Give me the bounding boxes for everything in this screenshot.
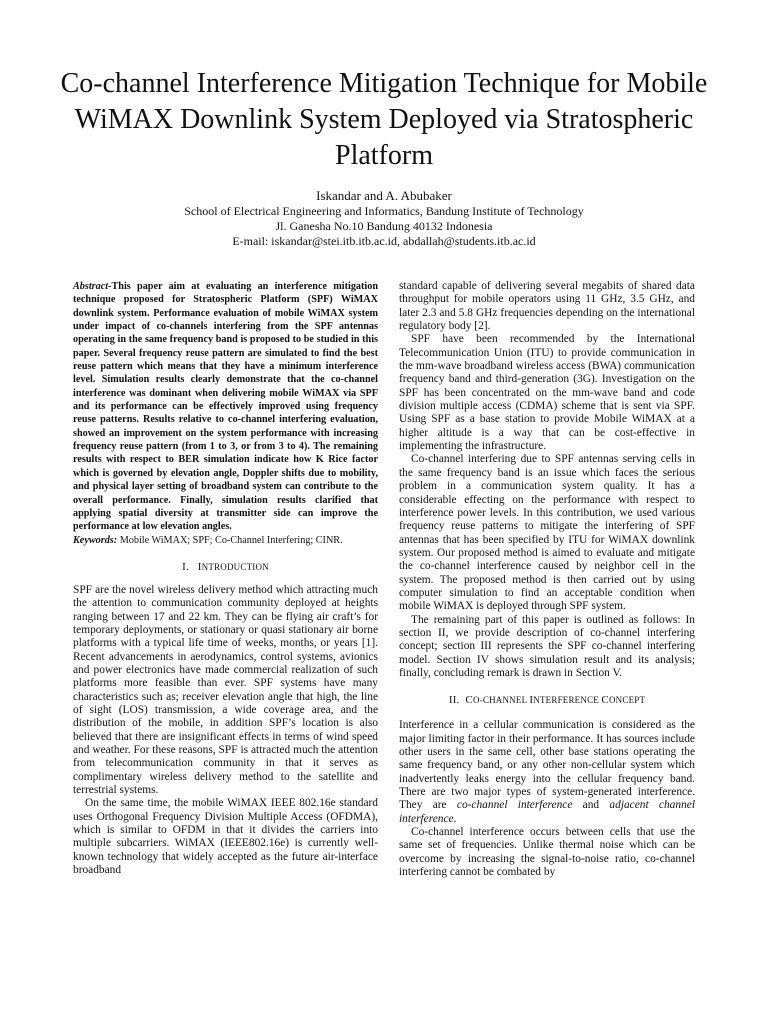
section-title-part: -CHANNEL: [479, 695, 530, 706]
body-paragraph: The remaining part of this paper is outlined as follows: In section II, we provide description of co-channel interfering concept; section III represents the SPF co-channel interfering model. Section IV shows simulation result and its analysis; finally, concluding remark is drawn in Section V.: [399, 613, 695, 679]
emphasis-term: co-channel interference: [456, 799, 573, 812]
abstract-label: Abstract-: [73, 281, 112, 292]
right-column: [399, 280, 695, 879]
paper-title: Co-channel Interference Mitigation Technique for Mobile WiMAX Downlink System Deployed via Stratospheric Platform: [60, 68, 708, 171]
section-title-rest: NTRODUCTION: [201, 561, 269, 572]
section-heading-cochannel: [399, 694, 695, 707]
section-number: I.: [182, 560, 189, 573]
section-title-part: I: [529, 694, 534, 707]
intro-paragraph: SPF are the novel wireless delivery method which attracting much the attention to communication community deployed at heights ranging between 17 and 22 km. They can be flying air craft’s for temporary deployments, or stationary or quasi stationary air borne platforms with a typical life time of weeks, months, or years [1]. Recent advancements in aerodynamics, control systems, avionics and power electronics have made commercial realization of such platforms more feasible than ever. SPF systems have many characteristics such as; receiver elevation angle that high, the line of sight (LOS) transmission, a wide coverage area, and the distribution of the mobile, in addition SPF’s location is also believed that there are insignificant effects in terms of wind speed and weather. For these reasons, SPF is attracted much the attention from telecommunication community in that it serves as complimentary wireless delivery method to the satellite and terrestrial systems.: [73, 583, 378, 797]
section-title-part: O: [472, 695, 480, 706]
section-title-initial: I: [197, 560, 202, 573]
keywords-text: Mobile WiMAX; SPF; Co-Channel Interfering; CINR.: [117, 534, 343, 546]
left-column: [73, 280, 378, 877]
section-number: II.: [448, 694, 460, 707]
affiliation: [0, 204, 768, 249]
section-title-part: C: [601, 694, 609, 707]
email-line: E-mail: iskandar@stei.itb.itb.ac.id, abdallah@students.itb.ac.id: [232, 234, 536, 248]
keywords: [73, 534, 378, 547]
affiliation-line: School of Electrical Engineering and Informatics, Bandung Institute of Technology: [184, 204, 584, 218]
intro-paragraph: On the same time, the mobile WiMAX IEEE 802.16e standard uses Orthogonal Frequency Division Multiple Access (OFDMA), which is similar to OFDM in that it divides the carriers into multiple subcarriers. WiMAX (IEEE802.16e) is currently well-known technology that widely accepted as the future air-interface broadband: [73, 797, 378, 877]
emphasis-term: adjacent channel interference: [399, 799, 695, 825]
section-title-part: NTERFERENCE: [533, 695, 602, 706]
address-line: Jl. Ganesha No.10 Bandung 40132 Indonesia: [275, 219, 493, 233]
section-heading-introduction: [73, 561, 378, 574]
body-paragraph: [399, 719, 695, 826]
body-paragraph: Co-channel interfering due to SPF antennas serving cells in the same frequency band is an issue which faces the serious problem in a communication system quality. It has a considerable effecting on the performance with respect to interference power levels. In this contribution, we used various frequency reuse patterns to mitigate the interfering of SPF antennas that has been specified by ITU for WiMAX downlink system. Our proposed method is aimed to evaluate and mitigate the co-channel interference caused by neighbor cell in the system. The proposed method is then carried out by using computer simulation to find an acceptable condition when mobile WiMAX is deployed through SPF system.: [399, 453, 695, 613]
authors: Iskandar and A. Abubaker: [316, 188, 452, 203]
abstract-text: This paper aim at evaluating an interference mitigation technique proposed for Stratospheric Platform (SPF) WiMAX downlink system. Performance evaluation of mobile WiMAX system under impact of co-channels interfering from the SPF antennas operating in the same frequency band is proposed to be studied in this paper. Several frequency reuse pattern are simulated to find the best reuse pattern which means that they have a minimum interference level. Simulation results clearly demonstrate that the co-channel interference was dominant when delivering mobile WiMAX via SPF and its performance can be effectively improved using frequency reuse patterns. Results relative to co-channel interfering evaluation, showed an improvement on the system performance with increasing frequency reuse pattern (from 1 to 3, or from 3 to 4). The remaining results with respect to BER simulation indicate how K Rice factor which is governed by elevation angle, Doppler shifts due to mobility, and physical layer setting of broadband system can contribute to the overall performance. Finally, simulation results clarified that applying spatial diversity at transmitter side can improve the performance at low elevation angles.: [73, 281, 378, 533]
body-paragraph: SPF have been recommended by the International Telecommunication Union (ITU) to provide communication in the mm-wave broadband wireless access (BWA) communication frequency band and third-generation (3G). Investigation on the SPF has been concentrated on the mm-wave band and code division multiple access (CDMA) scheme that is sent via SPF. Using SPF as a base station to provide Mobile WiMAX at a higher altitude is a way that can be cost-effective in implementing the infrastructure.: [399, 333, 695, 453]
text-run: .: [453, 812, 457, 825]
body-paragraph: Co-channel interference occurs between cells that use the same set of frequencies. Unlike thermal noise which can be overcome by increasing the signal-to-noise ratio, co-channel interfering cannot be combated by: [399, 826, 695, 879]
text-run: Interference in a cellular communication is considered as the major limiting factor in their performance. It has sources include other users in the same cell, other base stations operating the same frequency band, or any other non-cellular system which inadvertently leaks energy into the cellular frequency band. There are two major types of system-generated interference. They are: [399, 719, 695, 812]
section-title-part: ONCEPT: [608, 695, 646, 706]
text-run: and: [572, 799, 610, 812]
keywords-label: Keywords:: [73, 534, 118, 546]
body-paragraph: standard capable of delivering several megabits of shared data throughput for mobile operators using 11 GHz, 3.5 GHz, and later 2.3 and 5.8 GHz frequencies depending on the international regulatory body [2].: [399, 280, 695, 333]
abstract: [73, 280, 378, 534]
section-title-part: C: [465, 694, 473, 707]
